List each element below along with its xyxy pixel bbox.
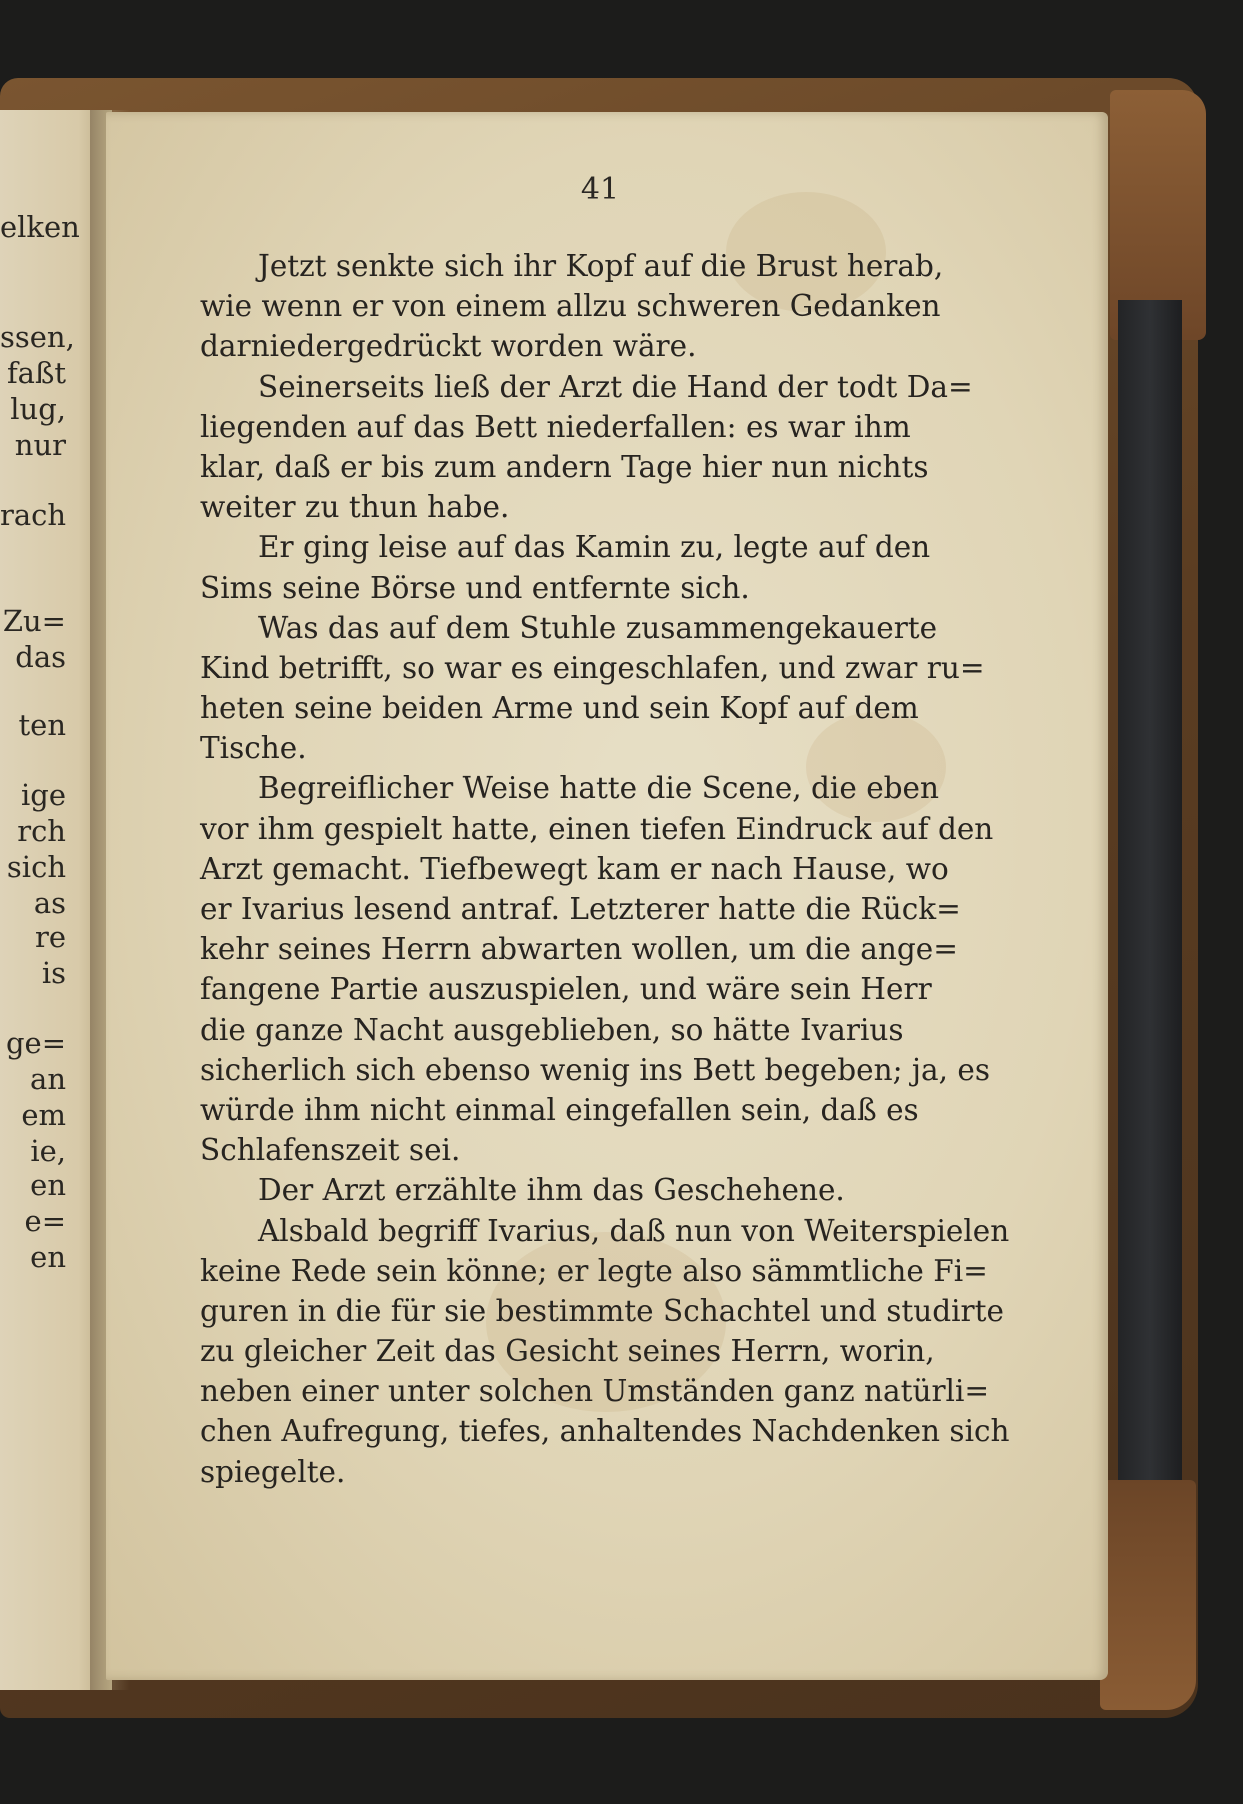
text-line: chen Aufregung, tiefes, anhaltendes Nachdenken sich	[200, 1414, 1010, 1449]
left-page-fragment: is	[41, 956, 66, 990]
left-page-fragment: ge=	[5, 1026, 66, 1060]
text-line: keine Rede sein könne; er legte also sämmtliche Fi=	[200, 1253, 988, 1288]
left-page-fragment: re	[34, 920, 66, 954]
left-page-fragment: lug,	[10, 392, 66, 426]
left-page-fragment: em	[21, 1098, 66, 1132]
text-line: klar, daß er bis zum andern Tage hier nun nichts	[200, 449, 929, 484]
left-page-fragment: nur	[14, 428, 66, 462]
page-text	[200, 246, 1010, 1492]
text-line: fangene Partie auszuspielen, und wäre sein Herr	[200, 972, 932, 1007]
text-line: Er ging leise auf das Kamin zu, legte auf den	[258, 530, 931, 565]
page-number: 41	[580, 172, 620, 207]
text-line: die ganze Nacht ausgeblieben, so hätte Ivarius	[200, 1012, 904, 1047]
left-page-fragment: en	[30, 1168, 66, 1202]
left-page-fragment: sich	[6, 850, 66, 884]
text-line: Sims seine Börse und entfernte sich.	[200, 570, 750, 605]
text-line: Arzt gemacht. Tiefbewegt kam er nach Hause, wo	[200, 851, 949, 886]
text-line: vor ihm gespielt hatte, einen tiefen Eindruck auf den	[200, 811, 994, 846]
text-line: neben einer unter solchen Umständen ganz natürli=	[200, 1374, 990, 1409]
text-line: Alsbald begriff Ivarius, daß nun von Weiterspielen	[258, 1213, 1010, 1248]
left-page-fragment: ige	[20, 778, 66, 812]
text-line: liegenden auf das Bett niederfallen: es war ihm	[200, 409, 911, 444]
left-page-fragment: ie,	[30, 1134, 66, 1168]
text-line: er Ivarius lesend antraf. Letzterer hatte die Rück=	[200, 892, 961, 926]
text-line: sicherlich sich ebenso wenig ins Bett begeben; ja, es	[200, 1052, 990, 1087]
text-line: Begreiflicher Weise hatte die Scene, die eben	[258, 771, 940, 806]
leather-corner-bottom	[1100, 1480, 1196, 1710]
left-page-fragment: rch	[17, 814, 66, 848]
left-page-fragment: das	[15, 640, 66, 674]
text-line: wie wenn er von einem allzu schweren Gedanken	[200, 289, 941, 324]
cover-cloth-edge	[1118, 300, 1182, 1500]
text-line: Tische.	[200, 731, 307, 766]
text-line: Seinerseits ließ der Arzt die Hand der todt Da=	[258, 369, 973, 404]
left-page-fragment: e=	[24, 1204, 66, 1238]
left-page-fragment: an	[30, 1062, 66, 1096]
left-page-fragment: Zu=	[2, 604, 66, 638]
left-page-fragment: ssen,	[0, 320, 75, 354]
left-page-fragment: elken	[0, 210, 80, 244]
left-page-fragment: ten	[18, 708, 66, 742]
text-line: darniedergedrückt worden wäre.	[200, 329, 697, 364]
left-page-fragment: rach	[0, 498, 67, 532]
text-line: würde ihm nicht einmal eingefallen sein, daß es	[200, 1092, 919, 1127]
left-page-fragment: as	[33, 886, 66, 920]
text-line: kehr seines Herrn abwarten wollen, um die ange=	[200, 932, 958, 967]
text-line: weiter zu thun habe.	[200, 490, 510, 525]
text-line: Was das auf dem Stuhle zusammengekauerte	[258, 610, 938, 645]
left-page-fragment: en	[30, 1240, 66, 1274]
text-line: Jetzt senkte sich ihr Kopf auf die Brust herab,	[258, 249, 944, 283]
text-line: guren in die für sie bestimmte Schachtel und studirte	[200, 1293, 1004, 1328]
text-line: heten seine beiden Arme und sein Kopf auf dem	[200, 691, 919, 726]
text-line: Kind betrifft, so war es eingeschlafen, und zwar ru=	[200, 650, 985, 685]
text-line: spiegelte.	[200, 1454, 346, 1489]
text-line: Schlafenszeit sei.	[200, 1133, 461, 1168]
text-line: zu gleicher Zeit das Gesicht seines Herrn, worin,	[200, 1334, 935, 1369]
left-page-fragment: faßt	[6, 356, 66, 390]
text-line: Der Arzt erzählte ihm das Geschehene.	[258, 1173, 845, 1208]
